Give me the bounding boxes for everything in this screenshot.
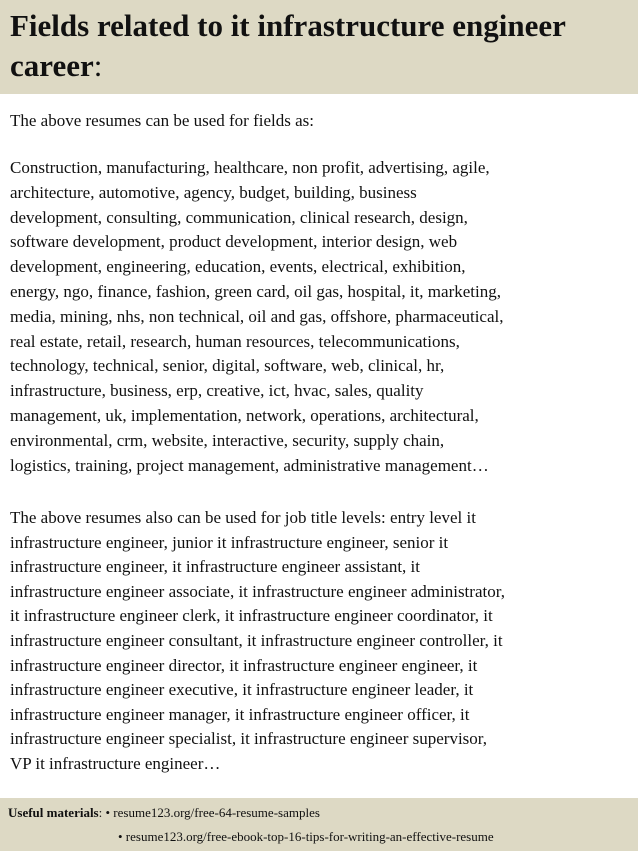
title-colon: : xyxy=(93,48,103,83)
footer-row-2 xyxy=(118,829,494,845)
title-line-1: Fields related to it infrastructure engineer xyxy=(10,8,566,43)
jobs-line: infrastructure engineer director, it infrastructure engineer engineer, it xyxy=(10,655,478,675)
fields-paragraph xyxy=(10,156,632,478)
fields-line: media, mining, nhs, non technical, oil and gas, offshore, pharmaceutical, xyxy=(10,306,504,326)
jobs-line: VP it infrastructure engineer… xyxy=(10,753,221,773)
jobs-line: it infrastructure engineer clerk, it infrastructure engineer coordinator, it xyxy=(10,606,493,626)
fields-line: Construction, manufacturing, healthcare, non profit, advertising, agile, xyxy=(10,158,490,177)
jobs-line: infrastructure engineer manager, it infrastructure engineer officer, it xyxy=(10,704,470,724)
jobs-line: infrastructure engineer executive, it infrastructure engineer leader, it xyxy=(10,680,474,700)
fields-line: architecture, automotive, agency, budget, building, business xyxy=(10,182,417,202)
ebook-tips-link[interactable]: • resume123.org/free-ebook-top-16-tips-for-writing-an-effective-resume xyxy=(118,829,494,844)
footer-row-1 xyxy=(8,805,320,821)
job-titles-paragraph xyxy=(10,506,632,777)
footer-banner xyxy=(0,798,638,851)
fields-line: software development, product development, interior design, web xyxy=(10,232,458,252)
title-line-2 xyxy=(10,46,628,86)
header-banner xyxy=(0,0,638,94)
intro-text: The above resumes can be used for fields as: xyxy=(10,111,314,130)
fields-line: real estate, retail, research, human resources, telecommunications, xyxy=(10,331,460,351)
fields-line: logistics, training, project management, administrative management… xyxy=(10,455,489,475)
resume-samples-link[interactable]: • resume123.org/free-64-resume-samples xyxy=(105,805,320,820)
fields-line: technology, technical, senior, digital, software, web, clinical, hr, xyxy=(10,356,445,376)
fields-line: management, uk, implementation, network, operations, architectural, xyxy=(10,405,479,425)
fields-line: energy, ngo, finance, fashion, green card, oil gas, hospital, it, marketing, xyxy=(10,281,501,301)
page-title xyxy=(10,6,628,86)
useful-materials-label: Useful materials xyxy=(8,805,99,820)
jobs-line: infrastructure engineer, it infrastructure engineer assistant, it xyxy=(10,557,420,577)
fields-line: development, consulting, communication, clinical research, design, xyxy=(10,207,468,227)
title-career: career xyxy=(10,48,94,83)
fields-line: development, engineering, education, events, electrical, exhibition, xyxy=(10,257,466,277)
fields-line: infrastructure, business, erp, creative, ict, hvac, sales, quality xyxy=(10,381,424,401)
useful-materials-separator: : xyxy=(98,805,106,820)
jobs-line: infrastructure engineer, junior it infrastructure engineer, senior it xyxy=(10,532,449,552)
fields-line: environmental, crm, website, interactive, security, supply chain, xyxy=(10,430,445,450)
jobs-line: The above resumes also can be used for job title levels: entry level it xyxy=(10,508,476,527)
jobs-line: infrastructure engineer specialist, it infrastructure engineer supervisor, xyxy=(10,729,488,749)
jobs-line: infrastructure engineer consultant, it infrastructure engineer controller, it xyxy=(10,630,503,650)
jobs-line: infrastructure engineer associate, it infrastructure engineer administrator, xyxy=(10,581,505,601)
